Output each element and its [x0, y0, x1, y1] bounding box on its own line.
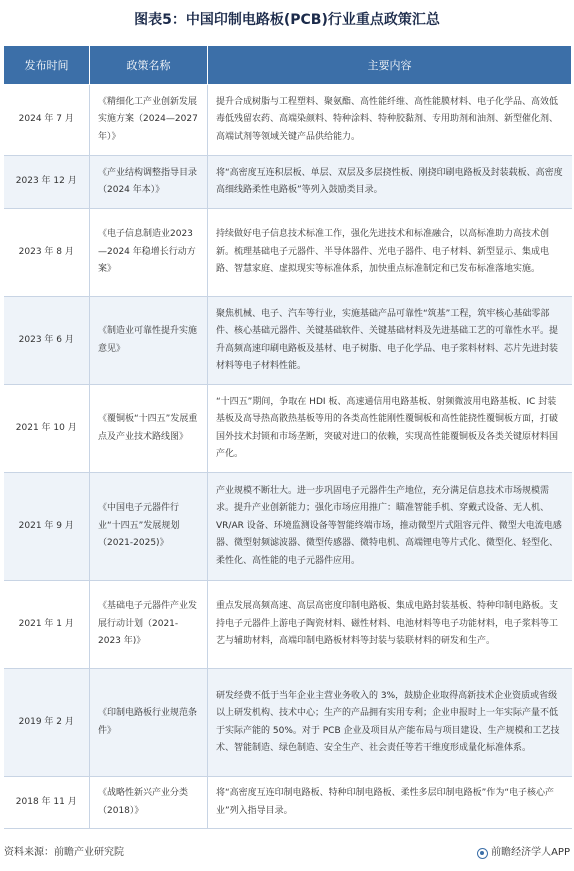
source-note: 资料来源：前瞻产业研究院	[4, 847, 124, 858]
table-row	[4, 297, 572, 385]
table-row	[4, 209, 572, 297]
table-header-row	[4, 46, 572, 85]
row-policy-name: 《制造业可靠性提升实施意见》	[90, 297, 208, 385]
table-row	[4, 669, 572, 777]
row-date: 2024 年 7 月	[4, 85, 90, 156]
table-row	[4, 156, 572, 209]
header-content: 主要内容	[208, 46, 572, 85]
row-policy-name: 《电子信息制造业2023—2024 年稳增长行动方案》	[90, 209, 208, 297]
table-row	[4, 473, 572, 581]
row-policy-name: 《覆铜板“十四五”发展重点及产业技术路线图》	[90, 385, 208, 473]
table-row	[4, 581, 572, 669]
row-date: 2023 年 8 月	[4, 209, 90, 297]
row-content: 将“高密度互连印制电路板、特种印制电路板、柔性多层印制电路板”作为“电子核心产业”列入指导目录。	[208, 777, 572, 829]
chart-title: 图表5：中国印制电路板(PCB)行业重点政策汇总	[134, 12, 440, 28]
row-content: 持续做好电子信息技术标准工作，强化先进技术和标准融合，以高标准助力高技术创新。梳理基础电子元器件、半导体器件、光电子器件、电子材料、新型显示、集成电路、智慧家庭、虚拟现实等标准体系，加快重点标准制定和已发布标准落地实施。	[208, 209, 572, 297]
row-date: 2021 年 1 月	[4, 581, 90, 669]
brand	[477, 845, 570, 861]
row-content: “十四五”期间，争取在 HDI 板、高速通信用电路基板、射频微波用电路基板、IC 封装基板及高导热高散热基板等用的各类高性能刚性覆铜板和高性能挠性覆铜板方面，打破国外技术封锁和市场垄断，突破对进口的依赖，实现高性能覆铜板及各类关键原材料国产化。	[208, 385, 572, 473]
row-content: 重点发展高频高速、高层高密度印制电路板、集成电路封装基板、特种印制电路板。支持电子元器件上游电子陶瓷材料、磁性材料、电池材料等电子功能材料，电子浆料等工艺与辅助材料，高端印制电路板材料等封装与装联材料的研发和生产。	[208, 581, 572, 669]
row-policy-name: 《战略性新兴产业分类（2018）》	[90, 777, 208, 829]
header-policy-name: 政策名称	[90, 46, 208, 85]
brand-label: 前瞻经济学人APP	[491, 847, 570, 858]
table-row	[4, 85, 572, 156]
row-policy-name: 《印制电路板行业规范条件》	[90, 669, 208, 777]
row-content: 产业规模不断壮大。进一步巩固电子元器件生产地位，充分满足信息技术市场规模需求。提升产业创新能力；强化市场应用推广：瞄准智能手机、穿戴式设备、无人机、VR/AR 设备、环境监测设备等智能终端市场，推动微型片式阻容元件、微型大电流电感器、微型射频滤波器、微型传感器、微特电机、高端锂电等片式化、微型化、轻型化、柔性化、高性能的电子元器件应用。	[208, 473, 572, 581]
row-date: 2021 年 10 月	[4, 385, 90, 473]
row-date: 2021 年 9 月	[4, 473, 90, 581]
row-policy-name: 《产业结构调整指导目录（2024 年本）》	[90, 156, 208, 209]
row-date: 2019 年 2 月	[4, 669, 90, 777]
row-content: 将“高密度互连积层板、单层、双层及多层挠性板、刚挠印刷电路板及封装载板、高密度高细线路柔性电路板”等列入鼓励类目录。	[208, 156, 572, 209]
row-policy-name: 《精细化工产业创新发展实施方案（2024—2027年）》	[90, 85, 208, 156]
row-content: 聚焦机械、电子、汽车等行业，实施基础产品可靠性“筑基”工程，筑牢核心基础零部件、核心基础元器件、关键基础软件、关键基础材料及先进基础工艺的可靠性水平。提升高频高速印刷电路板及基材、电子树脂、电子化学品、电子浆料材料、芯片先进封装材料等电子材料性能。	[208, 297, 572, 385]
qianzhan-logo-icon	[477, 848, 488, 859]
row-content: 提升合成树脂与工程塑料、聚氨酯、高性能纤维、高性能膜材料、电子化学品、高效低毒低残留农药、高端染颜料、特种涂料、特种胶黏剂、专用助剂和油剂、新型催化剂、高端试剂等领域关键产品供给能力。	[208, 85, 572, 156]
row-policy-name: 《中国电子元器件行业“十四五”发展规划（2021-2025)》	[90, 473, 208, 581]
row-date: 2018 年 11 月	[4, 777, 90, 829]
footer	[4, 845, 570, 861]
row-policy-name: 《基础电子元器件产业发展行动计划（2021-2023 年)》	[90, 581, 208, 669]
policy-table	[3, 45, 572, 829]
row-date: 2023 年 12 月	[4, 156, 90, 209]
table-row	[4, 777, 572, 829]
table-row	[4, 385, 572, 473]
row-date: 2023 年 6 月	[4, 297, 90, 385]
row-content: 研发经费不低于当年企业主营业务收入的 3%，鼓励企业取得高新技术企业资质或省级以上研发机构、技术中心；生产的产品拥有实用专利；企业申报时上一年实际产量不低于实际产能的 50%。对于 PCB 企业及项目从产能布局与项目建设、生产规模和工艺技术、智能制造、绿色制造、安全生产、社会责任等若干维度形成量化标准体系。	[208, 669, 572, 777]
header-date: 发布时间	[4, 46, 90, 85]
